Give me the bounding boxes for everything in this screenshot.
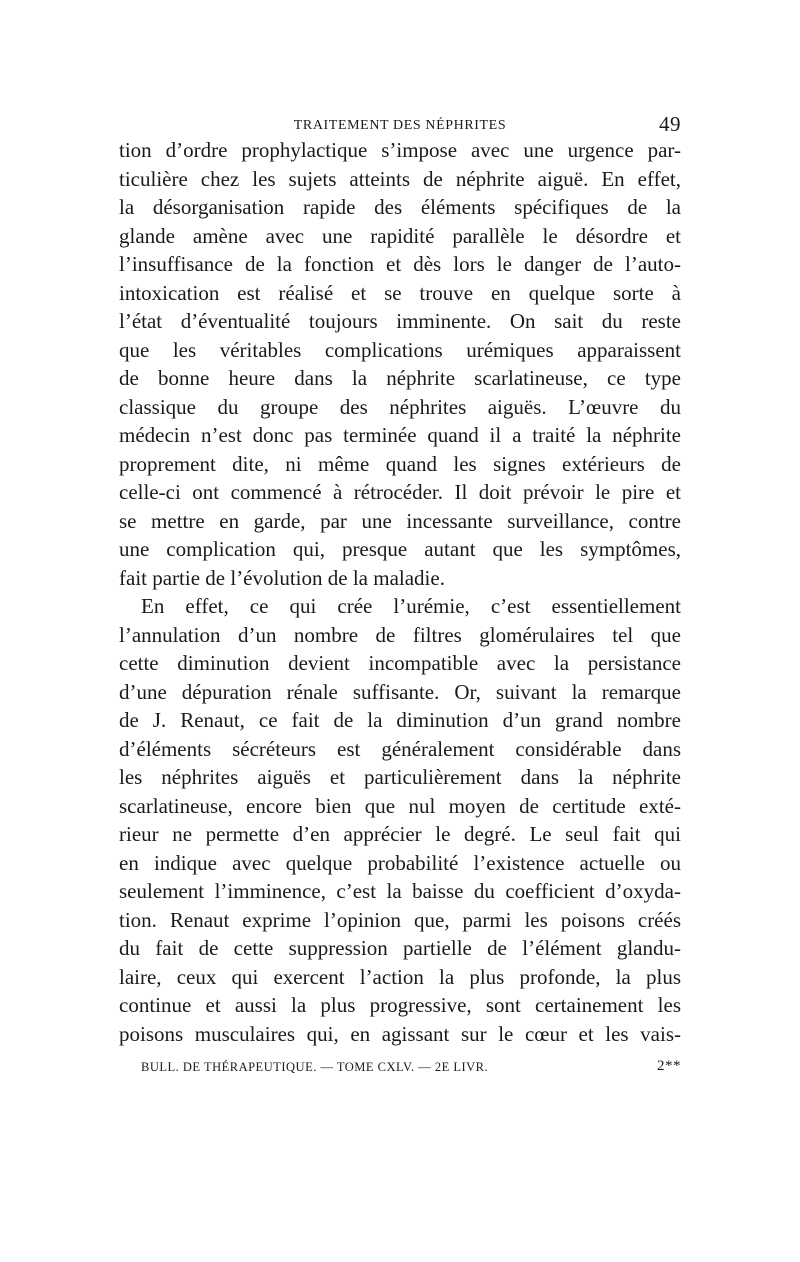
paragraph-1 (119, 136, 681, 592)
text-line: les néphrites aiguës et particulièrement dans la néphrite (119, 765, 681, 789)
text-line: se mettre en garde, par une incessante surveillance, contre (119, 508, 681, 533)
text-line: de bonne heure dans la néphrite scarlatineuse, ce type (119, 366, 681, 390)
text-line: ticulière chez les sujets atteints de néphrite aiguë. En effet, (119, 166, 681, 191)
book-page (119, 0, 681, 1262)
text-line: que les véritables complications urémiques apparaissent (119, 337, 681, 362)
text-line: classique du groupe des néphrites aiguës. L’œuvre du (119, 394, 681, 419)
text-line: glande amène avec une rapidité parallèle le désordre et (119, 223, 681, 248)
text-line: l’insuffisance de la fonction et dès lors le danger de l’auto- (119, 252, 681, 276)
text-line: tion. Renaut exprime l’opinion que, parmi les poisons créés (119, 907, 681, 932)
text-line: en indique avec quelque probabilité l’existence actuelle ou (119, 850, 681, 875)
text-line: tion d’ordre prophylactique s’impose avec une urgence par- (119, 138, 681, 162)
text-line: proprement dite, ni même quand les signes extérieurs de (119, 451, 681, 476)
text-line: du fait de cette suppression partielle de l’élément glandu- (119, 936, 681, 960)
page-number: 49 (659, 112, 681, 136)
text-line: scarlatineuse, encore bien que nul moyen de certitude exté- (119, 793, 681, 818)
text-line: celle-ci ont commencé à rétrocéder. Il doit prévoir le pire et (119, 480, 681, 504)
page-footer (119, 1058, 681, 1080)
text-line: seulement l’imminence, c’est la baisse du coefficient d’oxyda- (119, 879, 681, 903)
signature-mark: 2** (657, 1058, 681, 1074)
text-line: d’éléments sécréteurs est généralement considérable dans (119, 736, 681, 761)
journal-reference: BULL. DE THÉRAPEUTIQUE. — TOME CXLV. — 2E LIVR. (141, 1060, 489, 1074)
text-line: médecin n’est donc pas terminée quand il a traité la néphrite (119, 423, 681, 447)
text-line: une complication qui, presque autant que les symptômes, (119, 537, 681, 561)
text-line: d’une dépuration rénale suffisante. Or, suivant la remarque (119, 679, 681, 704)
text-line: poisons musculaires qui, en agissant sur le cœur et les vais- (119, 1021, 681, 1046)
text-line: cette diminution devient incompatible avec la persistance (119, 651, 681, 675)
body-text (119, 136, 681, 1048)
text-line: rieur ne permette d’en apprécier le degré. Le seul fait qui (119, 822, 681, 846)
text-line: continue et aussi la plus progressive, sont certainement les (119, 993, 681, 1017)
text-line: l’état d’éventualité toujours imminente. On sait du reste (119, 309, 681, 333)
text-line: En effet, ce qui crée l’urémie, c’est essentiellement (141, 594, 681, 618)
text-line: l’annulation d’un nombre de filtres glomérulaires tel que (119, 622, 681, 647)
text-line: de J. Renaut, ce fait de la diminution d’un grand nombre (119, 708, 681, 732)
text-line: la désorganisation rapide des éléments spécifiques de la (119, 195, 681, 219)
text-line: intoxication est réalisé et se trouve en quelque sorte à (119, 280, 681, 305)
text-line: fait partie de l’évolution de la maladie. (119, 565, 445, 590)
paragraph-2 (119, 592, 681, 1048)
running-head (119, 112, 681, 136)
text-line: laire, ceux qui exercent l’action la plus profonde, la plus (119, 964, 681, 989)
running-title: TRAITEMENT DES NÉPHRITES (293, 118, 507, 133)
